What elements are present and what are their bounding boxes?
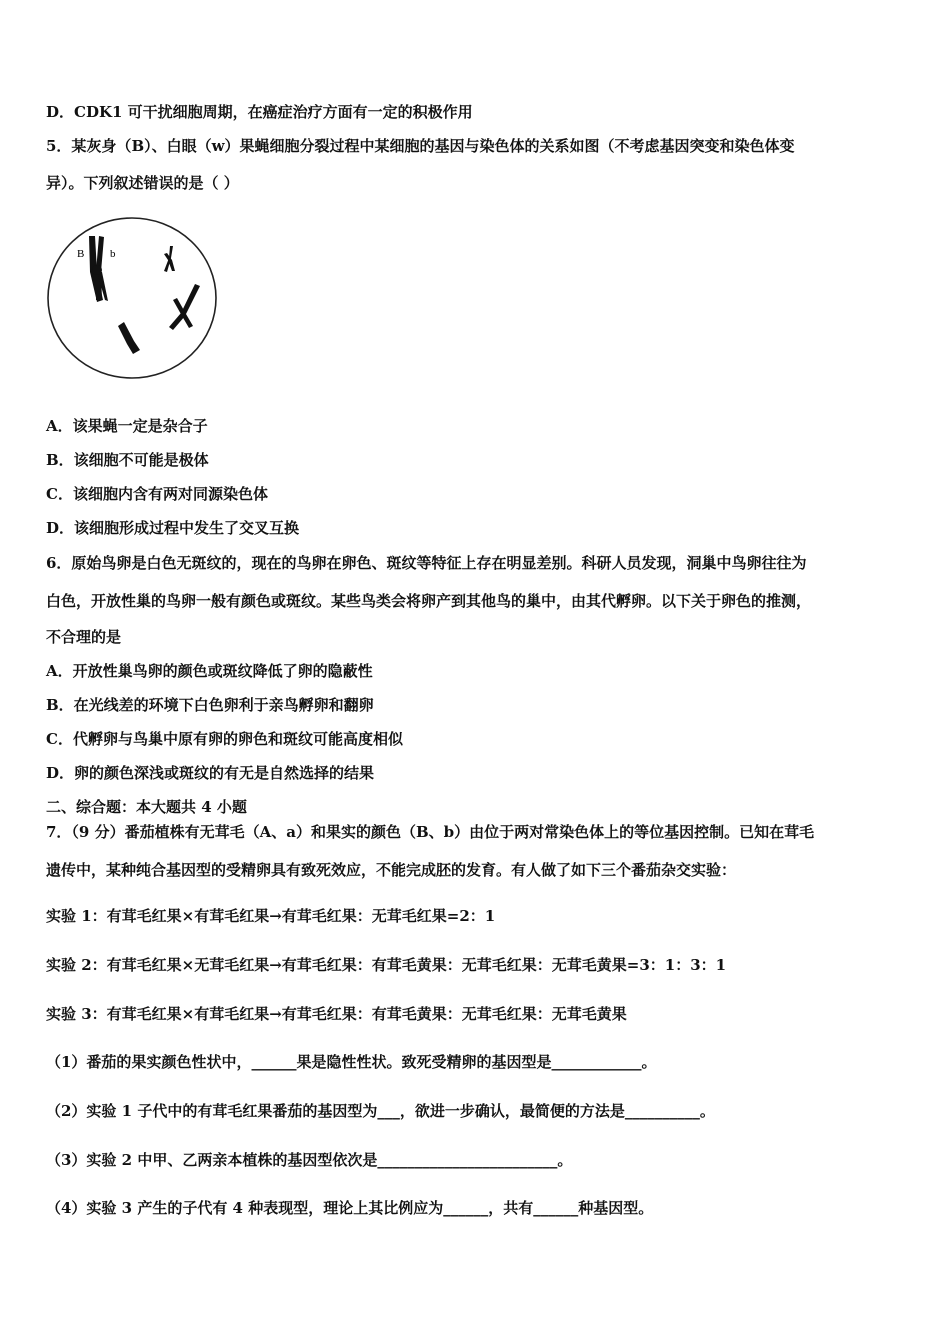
q6-stem-line-2: 白色，开放性巢的鸟卵一般有颜色或斑纹。某些鸟类会将卵产到其他鸟的巢中，由其代孵卵。以下关于卵色的推测， [46,592,812,610]
q7-sub-question-4: （4）实验 3 产生的子代有 4 种表现型，理论上其比例应为______，共有______种基因型。 [46,1199,654,1217]
q7-experiment-1: 实验 1：有茸毛红果×有茸毛红果→有茸毛红果：无茸毛红果=2：1 [46,907,496,925]
q7-experiment-2: 实验 2：有茸毛红果×无茸毛红果→有茸毛红果：有茸毛黄果：无茸毛红果：无茸毛黄果=3：1：3：1 [46,956,727,974]
q5-option-a: A．该果蝇一定是杂合子 [46,417,208,435]
q7-experiment-3: 实验 3：有茸毛红果×有茸毛红果→有茸毛红果：有茸毛黄果：无茸毛红果：无茸毛黄果 [46,1005,627,1023]
section-heading: 二、综合题：本大题共 4 小题 [46,798,247,816]
q5-stem-line-2: 异）。下列叙述错误的是（ ） [46,174,239,192]
gene-label-left: B [77,248,85,260]
q7-stem-line-1: 7．（9 分）番茄植株有无茸毛（A、a）和果实的颜色（B、b）由位于两对常染色体上的等位基因控制。已知在茸毛 [46,823,815,841]
q6-stem-line-1: 6．原始鸟卵是白色无斑纹的，现在的鸟卵在卵色、斑纹等特征上存在明显差别。科研人员发现，洞巢中鸟卵往往为 [46,554,807,572]
gene-label-right: b [110,248,116,260]
q7-sub-question-3: （3）实验 2 中甲、乙两亲本植株的基因型依次是________________________。 [46,1151,573,1169]
q5-option-c: C．该细胞内含有两对同源染色体 [46,485,268,503]
chromosome-rod-bottom [118,322,140,354]
q5-stem-line-1: 5．某灰身（B）、白眼（w）果蝇细胞分裂过程中某细胞的基因与染色体的关系如图（不考虑基因突变和染色体变 [46,137,795,155]
q6-option-b: B．在光线差的环境下白色卵利于亲鸟孵卵和翻卵 [46,696,374,714]
q6-option-a: A．开放性巢鸟卵的颜色或斑纹降低了卵的隐蔽性 [46,662,373,680]
q6-option-d: D．卵的颜色深浅或斑纹的有无是自然选择的结果 [46,764,375,782]
q7-sub-question-2: （2）实验 1 子代中的有茸毛红果番茄的基因型为___，欲进一步确认，最简便的方法是__________。 [46,1102,715,1120]
q7-stem-line-2: 遗传中，某种纯合基因型的受精卵具有致死效应，不能完成胚的发育。有人做了如下三个番茄杂交实验： [46,861,737,879]
q7-sub-question-1: （1）番茄的果实颜色性状中，______果是隐性性状。致死受精卵的基因型是____________。 [46,1053,657,1071]
chromosome-large-x-shape [89,236,108,302]
chromosome-small-x-shape [164,246,175,272]
q6-option-c: C．代孵卵与鸟巢中原有卵的卵色和斑纹可能高度相似 [46,730,403,748]
q6-stem-line-3: 不合理的是 [46,628,122,646]
cell-chromosome-figure [45,216,221,382]
q5-option-d: D．该细胞形成过程中发生了交叉互换 [46,519,300,537]
chromosome-cross-right [169,284,200,330]
q5-option-b: B．该细胞不可能是极体 [46,451,209,469]
q4-option-d: D．CDK1 可干扰细胞周期，在癌症治疗方面有一定的积极作用 [46,103,473,121]
